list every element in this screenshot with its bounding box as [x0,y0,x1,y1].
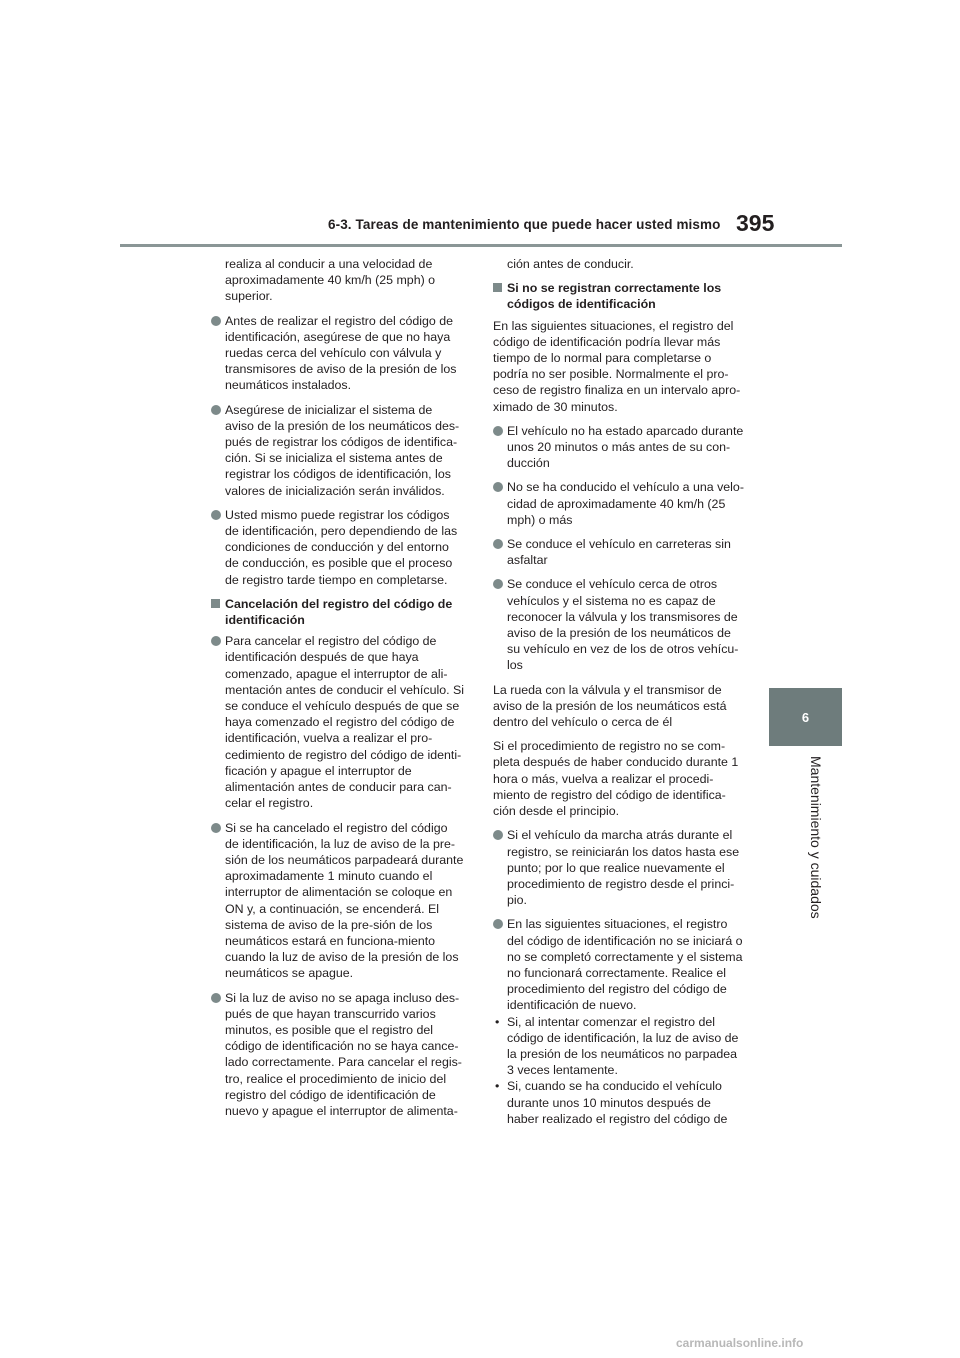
dash-item [493,1014,746,1079]
bullet-dot-icon [493,426,503,436]
list-item [493,827,746,908]
chapter-number: 6 [801,709,810,725]
bullet-dot-icon [211,636,221,646]
bullet-dot-icon [211,316,221,326]
page-number: 395 [736,210,775,236]
bullet-text: Para cancelar el registro del código de identificación después de que haya comenzado, apague el interruptor de ali-mentación antes de conducir el vehículo. Si se conduce el vehículo después de que se haya comenzado el registro del código de identificación, vuelva a realizar el pro-cedimiento de registro del código de identi-ficación y apague el interruptor de alimentación antes de conducir para can-celar el registro. [225,634,465,811]
bullet-text: Antes de realizar el registro del código de identificación, asegúrese de que no haya ruedas cerca del vehículo con válvula y transmisores de aviso de la presión de los neumáticos instalados. [225,313,457,393]
header-divider [120,244,842,247]
paragraph: realiza al conducir a una velocidad de aproximadamente 40 km/h (25 mph) o superior. [225,257,436,304]
chapter-tab[interactable] [769,688,842,746]
left-column [211,256,464,1127]
bullet-dot-icon [493,830,503,840]
section-title: 6-3. Tareas de mantenimiento que puede hacer usted mismo [328,217,721,232]
dash-item [493,1078,746,1127]
bullet-text: Si el vehículo da marcha atrás durante el registro, se reiniciarán los datos hasta ese punto; por lo que realice nuevamente el procedimiento de registro desde el princi-pio. [507,828,740,908]
list-item [211,633,464,811]
list-item [211,820,464,982]
bullet-dot-icon [493,919,503,929]
bullet-text: En las siguientes situaciones, el registro del código de identificación no se iniciará o no se completó correctamente y el sistema no funcionará correctamente. Realice el procedimiento del registro del código de identificación de nuevo. [507,917,743,1013]
chapter-label: Mantenimiento y cuidados [808,756,824,919]
bullet-dot-icon [211,993,221,1003]
bullet-dot-icon [211,510,221,520]
bullet-text: Si se ha cancelado el registro del código de identificación, la luz de aviso de la pre-sión de los neumáticos parpadeará durante aproximadamente 1 minuto cuando el interruptor de alimentación se coloque en ON y, a continuación, se encenderá. El sistema de aviso de la pre-sión de los neumáticos estará en funciona-miento cuando la luz de aviso de la presión de los neumáticos se apague. [225,820,464,981]
bullet-text: Asegúrese de inicializar el sistema de aviso de la presión de los neumáticos des-pués de registrar los códigos de identifica-ción. Si se inicializa el sistema antes de registrar los códigos de identificación, los valores de inicialización serán inválidos. [225,402,460,498]
list-item [493,536,746,568]
bullet-text: Se conduce el vehículo en carreteras sin asfaltar [507,537,731,568]
dash-text: Si, cuando se ha conducido el vehículo durante unos 10 minutos después de haber realizado el registro del código de [507,1079,728,1126]
list-item [211,990,464,1120]
bullet-text: Se conduce el vehículo cerca de otros vehículos y el sistema no es capaz de reconocer la válvula y los transmisores de aviso de la presión de los neumáticos de su vehículo en vez de los de otros vehícu-los [507,577,739,673]
square-bullet-icon [493,283,502,292]
bullet-dot-icon [211,823,221,833]
bullet-dot-icon [493,579,503,589]
bullet-dot-icon [493,539,503,549]
dash-bullet-icon: • [495,1014,500,1029]
dash-text: Si, al intentar comenzar el registro del código de identificación, la luz de aviso de la presión de los neumáticos no parpadea 3 veces lentamente. [507,1014,739,1078]
heading-text: Si no se registran correctamente los códigos de identificación [507,281,722,312]
bullet-text: No se ha conducido el vehículo a una velo-cidad de aproximadamente 40 km/h (25 mph) o más [507,480,744,527]
paragraph: En las siguientes situaciones, el registro del código de identificación podría llevar más tiempo de lo normal para completarse o podría no ser posible. Normalmente el pro-ceso de registro finaliza en un intervalo apro-ximado de 30 minutos. [493,318,741,414]
bullet-text: Si la luz de aviso no se apaga incluso des-pués de que hayan transcurrido varios minutos, es posible que el registro del código de identificación no se haya cance-lado correctamente. Para cancelar el regis-tro, realice el procedimiento de inicio del registro del código de identificación de nuevo y apague el interruptor de alimenta- [225,990,462,1118]
subsection-heading [493,280,746,312]
right-column [493,256,746,1127]
bullet-dot-icon [211,405,221,415]
square-bullet-icon [211,599,220,608]
list-item [211,313,464,394]
list-item [493,576,746,673]
list-item [211,507,464,588]
bullet-text: Usted mismo puede registrar los códigos de identificación, pero dependiendo de las condiciones de conducción y del entorno de conducción, es posible que el proceso de registro tarde tiempo en completarse. [225,507,458,587]
subsection-heading [211,596,464,628]
bullet-text: El vehículo no ha estado aparcado durante unos 20 minutos o más antes de su con-ducción [507,423,744,471]
paragraph: ción antes de conducir. [507,257,634,271]
watermark: carmanualsonline.info [676,1336,804,1350]
list-item [493,916,746,1013]
list-item [211,402,464,499]
paragraph: Si el procedimiento de registro no se com-pleta después de haber conducido durante 1 hora o más, vuelva a realizar el procedi-miento de registro del código de identifica-ción desde el principio. [493,739,739,819]
dash-bullet-icon: • [495,1079,500,1094]
heading-text: Cancelación del registro del código de identificación [225,596,453,628]
paragraph: La rueda con la válvula y el transmisor de aviso de la presión de los neumáticos está dentro del vehículo o cerca de él [493,682,727,730]
bullet-dot-icon [493,482,503,492]
list-item [493,423,746,472]
list-item [493,479,746,528]
